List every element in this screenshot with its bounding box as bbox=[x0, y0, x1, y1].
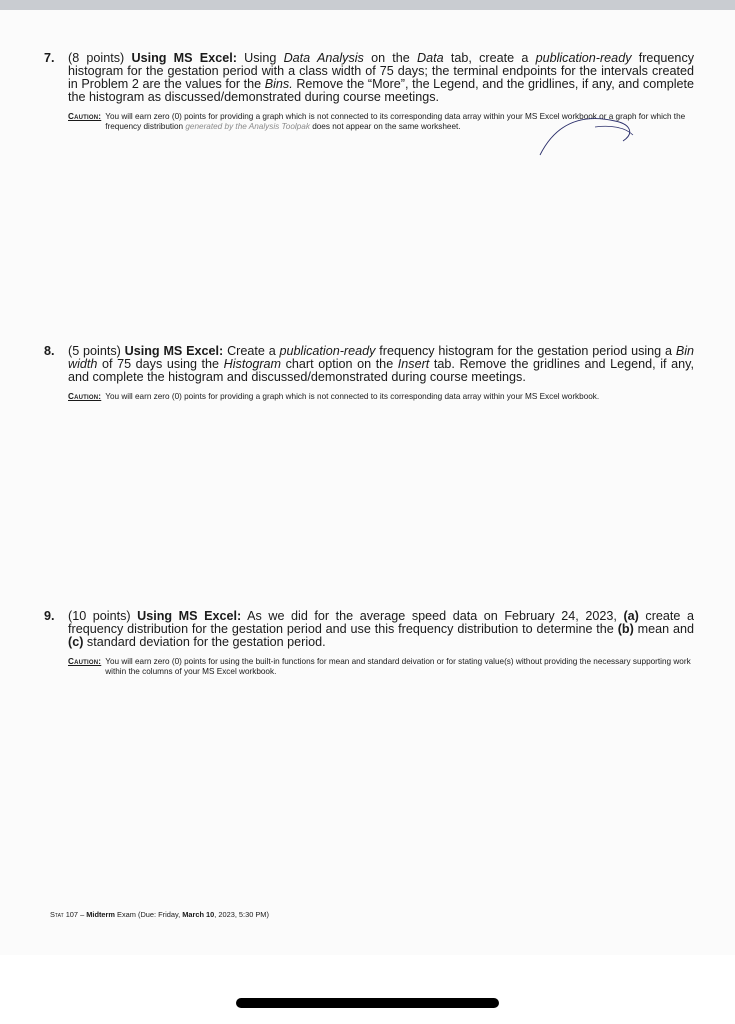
tool-label: Using MS Excel: bbox=[131, 51, 237, 65]
part-label: (a) bbox=[623, 609, 639, 623]
caution-note bbox=[68, 392, 694, 402]
question-number: 8. bbox=[44, 344, 55, 358]
text: Create a bbox=[227, 344, 280, 358]
text: mean and bbox=[633, 622, 695, 636]
part-label: (c) bbox=[68, 635, 84, 649]
exam-label: Midterm bbox=[86, 910, 115, 919]
caution-note bbox=[68, 657, 694, 677]
caution-text: You will earn zero (0) points for providing a graph which is not connected to its corresponding data array within your MS Excel workbook. bbox=[105, 392, 600, 401]
text: You will earn zero (0) points for providing a graph which is not connected to its corresponding data array within your MS Excel workbook or a graph for which the frequency distribution bbox=[105, 112, 686, 131]
points: (5 points) bbox=[68, 344, 121, 358]
text: does not appear on the same worksheet. bbox=[309, 122, 461, 131]
caution-text: You will earn zero (0) points for using the built-in functions for mean and standard deivation or for stating value(s) without providing the necessary supporting work within the columns of your MS Excel workbook. bbox=[105, 657, 691, 676]
text: Using bbox=[244, 51, 284, 65]
text: chart option on the bbox=[281, 357, 398, 371]
emphasis: Data Analysis bbox=[283, 51, 364, 65]
question-text bbox=[68, 345, 694, 384]
text: standard deviation for the gestation period. bbox=[83, 635, 326, 649]
part-label: (b) bbox=[617, 622, 634, 636]
points: (10 points) bbox=[68, 609, 131, 623]
text: frequency histogram for the gestation period using a bbox=[375, 344, 676, 358]
text: frequency histogram for the gestation period with a class width of 75 days; the terminal endpoints for the intervals created in Problem 2 are the values for the bbox=[68, 51, 695, 91]
text: create a frequency distribution for the gestation period and use this frequency distribution to determine the bbox=[68, 609, 694, 636]
tool-label: Using MS Excel: bbox=[137, 609, 242, 623]
emphasis: Insert bbox=[397, 357, 430, 371]
due-text: Exam (Due: Friday, bbox=[115, 910, 183, 919]
course-number: 107 – bbox=[63, 910, 87, 919]
caution-label: Caution: bbox=[68, 112, 102, 121]
top-status-bar bbox=[0, 0, 735, 10]
course-label: Stat bbox=[50, 910, 64, 919]
emphasis: publication-ready bbox=[279, 344, 376, 358]
caution-label: Caution: bbox=[68, 657, 102, 666]
emphasis: Histogram bbox=[223, 357, 282, 371]
due-time: , 2023, 5:30 PM) bbox=[214, 910, 269, 919]
question-text bbox=[68, 52, 694, 104]
question-text bbox=[68, 610, 694, 649]
due-date: March 10 bbox=[182, 910, 215, 919]
text: Remove the “More”, the Legend, and the gridlines, if any, and complete the histogram as discussed/demonstrated during course meetings. bbox=[68, 77, 694, 104]
page-footer bbox=[50, 910, 269, 919]
text: of 75 days using the bbox=[97, 357, 224, 371]
text: on the bbox=[363, 51, 418, 65]
pen-mark-annotation bbox=[535, 115, 645, 160]
question-8 bbox=[44, 345, 694, 402]
text: As we did for the average speed data on February 24, 2023, bbox=[247, 609, 624, 623]
question-9 bbox=[44, 610, 694, 677]
tool-label: Using MS Excel: bbox=[124, 344, 224, 358]
emphasis: Bins. bbox=[264, 77, 293, 91]
question-number: 7. bbox=[44, 51, 55, 65]
emphasis: publication-ready bbox=[535, 51, 632, 65]
points: (8 points) bbox=[68, 51, 125, 65]
caution-label: Caution: bbox=[68, 392, 102, 401]
question-number: 9. bbox=[44, 609, 55, 623]
text: tab, create a bbox=[443, 51, 536, 65]
emphasis: Bin width bbox=[68, 344, 695, 371]
faint-text: generated by the Analysis Toolpak bbox=[185, 122, 310, 131]
home-indicator-bar[interactable] bbox=[236, 998, 499, 1008]
bottom-area bbox=[0, 955, 735, 1024]
emphasis: Data bbox=[417, 51, 444, 65]
text: tab. Remove the gridlines and Legend, if any, and complete the histogram and discussed/demonstrated during course meetings. bbox=[68, 357, 694, 384]
